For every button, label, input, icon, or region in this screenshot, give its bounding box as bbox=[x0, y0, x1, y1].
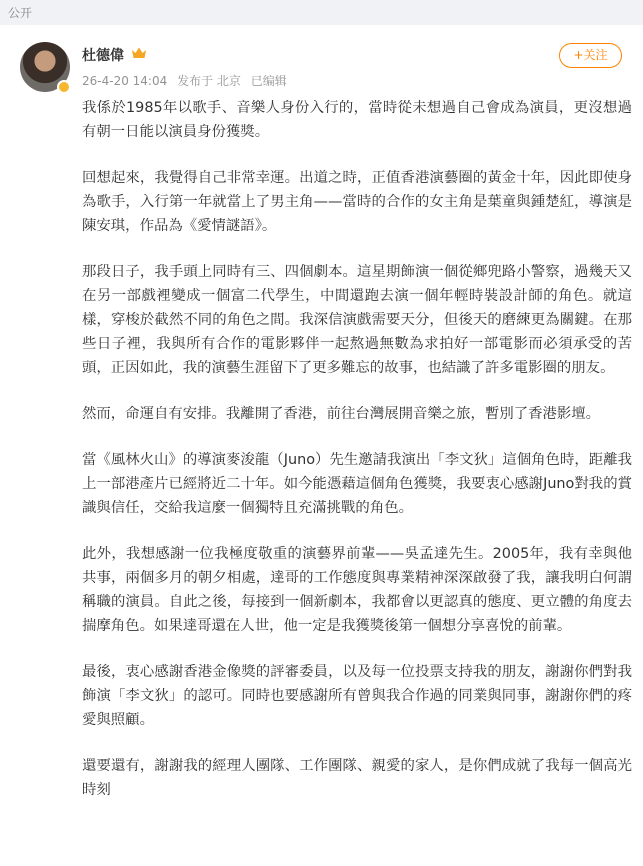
post-timestamp[interactable]: 26-4-20 14:04 bbox=[82, 74, 168, 88]
visibility-label: 公开 bbox=[8, 6, 33, 20]
post-meta bbox=[82, 72, 293, 89]
post-paragraph: 最後，衷心感謝香港金像獎的評審委員，以及每一位投票支持我的朋友，謝謝你們對我飾演「李文狄」的認可。同時也要感謝所有曾與我合作過的同業與同事，謝謝你們的疼愛與照顧。 bbox=[82, 664, 632, 728]
post-paragraph: 那段日子，我手頭上同時有三、四個劇本。這星期飾演一個從鄉兜路小警察，過幾天又在另一部戲裡變成一個富二代學生，中間還跑去演一個年輕時裝設計師的角色。就這樣，穿梭於截然不同的角色之間。我深信演戲需要天分，但後天的磨練更為關鍵。在那些日子裡，我與所有合作的電影夥伴一起熬過無數為求拍好一部電影而必須承受的苦頭，正因如此，我的演藝生涯留下了更多難忘的故事，也結識了許多電影圈的朋友。 bbox=[82, 264, 632, 376]
post-paragraph: 當《風林火山》的導演麥浚龍（Juno）先生邀請我演出「李文狄」這個角色時，距離我上一部港產片已經將近二十年。如今能憑藉這個角色獲獎，我要衷心感謝Juno對我的賞識與信任，交給我這麼一個獨特且充滿挑戰的角色。 bbox=[82, 452, 632, 516]
crown-icon bbox=[131, 46, 147, 60]
top-bar bbox=[0, 0, 643, 22]
post-paragraph: 還要還有，謝謝我的經理人團隊、工作團隊、親愛的家人，是你們成就了我每一個高光時刻 bbox=[82, 758, 632, 798]
post-card bbox=[0, 25, 643, 866]
post-edited[interactable]: 已编辑 bbox=[250, 74, 287, 88]
post-paragraph: 回想起來，我覺得自己非常幸運。出道之時，正值香港演藝圈的黃金十年，因此即使身為歌手，入行第一年就當上了男主角——當時的合作的女主角是葉童與鍾楚紅，導演是陳安琪，作品為《愛情謎語》。 bbox=[82, 170, 632, 234]
verified-badge-icon bbox=[57, 80, 71, 94]
post-paragraph: 此外，我想感謝一位我極度敬重的演藝界前輩——吳孟達先生。2005年，我有幸與他共事，兩個多月的朝夕相處，達哥的工作態度與專業精神深深啟發了我，讓我明白何謂稱職的演員。自此之後，每接到一個新劇本，我都會以更認真的態度、更立體的角度去揣摩角色。如果達哥還在人世，他一定是我獲獎後第一個想分享喜悅的前輩。 bbox=[82, 546, 632, 634]
follow-button[interactable]: +关注 bbox=[559, 43, 622, 68]
post-paragraph: 然而，命運自有安排。我離開了香港，前往台灣展開音樂之旅，暫別了香港影壇。 bbox=[82, 406, 601, 422]
post-paragraph: 我係於1985年以歌手、音樂人身份入行的，當時從未想過自己會成為演員，更沒想過有朝一日能以演員身份獲獎。 bbox=[82, 100, 632, 140]
post-source: 发布于 北京 bbox=[177, 74, 241, 88]
post-content bbox=[82, 96, 632, 824]
author-name[interactable]: 杜德偉 bbox=[82, 48, 124, 64]
